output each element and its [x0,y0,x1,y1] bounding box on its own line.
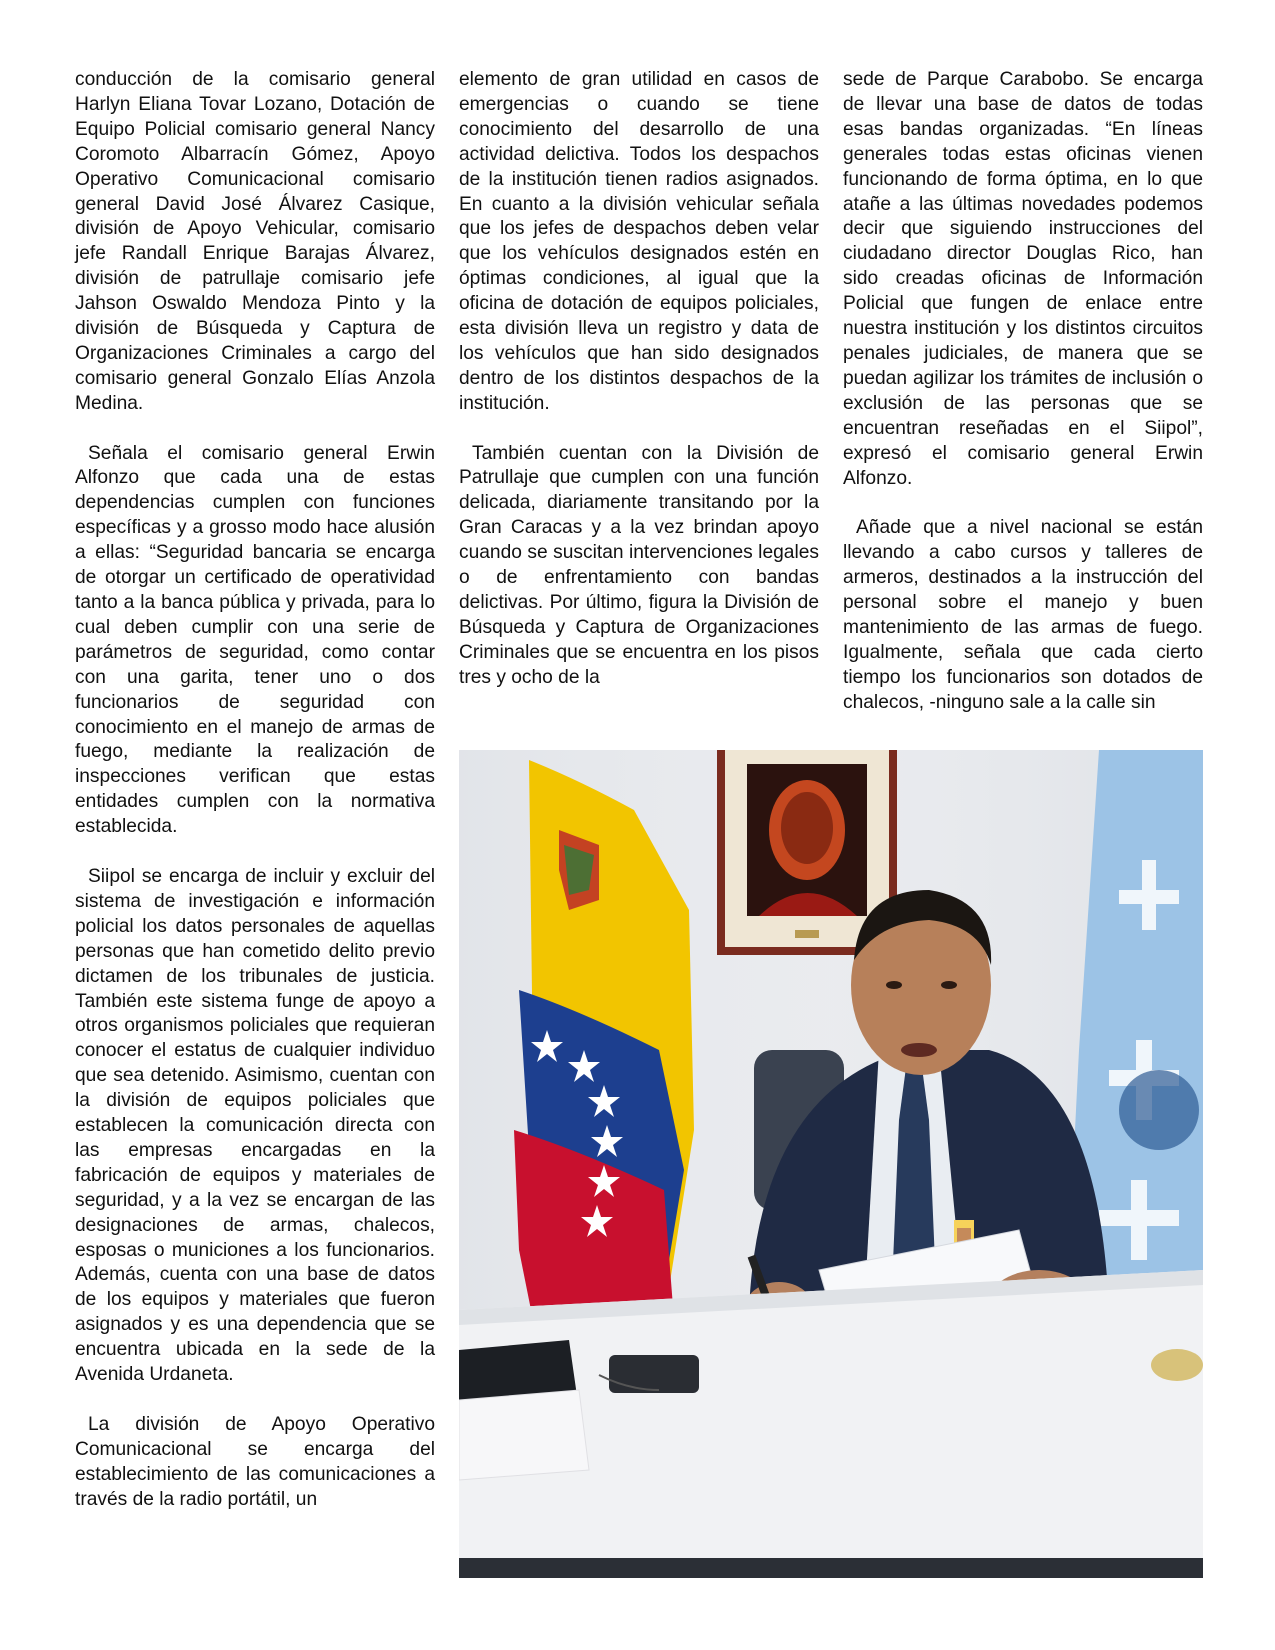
paragraph: conducción de la comisario general Harlyn Eliana Tovar Lozano, Dotación de Equipo Policial comisario general Nancy Coromoto Albarracín Gómez, Apoyo Operativo Comunicacional comisario general David José Álvarez Casique, división de Apoyo Vehicular, comisario jefe Randall Enrique Barajas Álvarez, división de patrullaje comisario jefe Jahson Oswaldo Mendoza Pinto y la división de Búsqueda y Captura de Organizaciones Criminales a cargo del comisario general Gonzalo Elías Anzola Medina. [75,69,435,414]
article-photo [459,750,1203,1578]
article-column-1 [75,68,435,1537]
article-column-3 [843,68,1203,740]
paragraph: Señala el comisario general Erwin Alfonzo que cada una de estas dependencias cumplen con funciones específicas y a grosso modo hace alusión a ellas: “Seguridad bancaria se encarga de otorgar un certificado de operatividad tanto a la banca pública y privada, para lo cual deben cumplir con una serie de parámetros de seguridad, como contar con una garita, tener uno o dos funcionarios de seguridad con conocimiento en el manejo de armas de fuego, mediante la realización de inspecciones verifican que estas entidades cumplen con la normativa establecida. [75,442,435,838]
paragraph: Añade que a nivel nacional se están llevando a cabo cursos y talleres de armeros, destinados a la instrucción del personal sobre el manejo y buen mantenimiento de las armas de fuego. Igualmente, señala que cada cierto tiempo los funcionarios son dotados de chalecos, -ninguno sale a la calle sin [843,517,1203,713]
photo-official-at-desk-icon [459,750,1203,1578]
paragraph: También cuentan con la División de Patrullaje que cumplen con una función delicada, diariamente transitando por la Gran Caracas y a la vez brindan apoyo cuando se suscitan intervenciones legales o de enfrentamiento con bandas delictivas. Por último, figura la División de Búsqueda y Captura de Organizaciones Criminales que se encuentra en los pisos tres y ocho de la [459,442,819,688]
article-column-2 [459,68,819,716]
paragraph: elemento de gran utilidad en casos de emergencias o cuando se tiene conocimiento del desarrollo de una actividad delictiva. Todos los despachos de la institución tienen radios asignados. En cuanto a la división vehicular señala que los jefes de despachos deben velar que los vehículos designados estén en óptimas condiciones, al igual que la oficina de dotación de equipos policiales, esta división lleva un registro y data de los vehículos que han sido designados dentro de los distintos despachos de la institución. [459,69,819,414]
paragraph: sede de Parque Carabobo. Se encarga de llevar una base de datos de todas esas bandas organizadas. “En líneas generales todas estas oficinas vienen funcionando de forma óptima, en lo que atañe a las últimas novedades podemos decir que siguiendo instrucciones del ciudadano director Douglas Rico, han sido creadas oficinas de Información Policial que fungen de enlace entre nuestra institución y los distintos circuitos penales judiciales, de manera que se puedan agilizar los trámites de inclusión o exclusión de las personas que se encuentran reseñadas en el Siipol”, expresó el comisario general Erwin Alfonzo. [843,69,1203,489]
paragraph: La división de Apoyo Operativo Comunicacional se encarga del establecimiento de las comunicaciones a través de la radio portátil, un [75,1413,435,1510]
paragraph: Siipol se encarga de incluir y excluir del sistema de investigación e información policial los datos personales de aquellas personas que han cometido delito previo dictamen de los tribunales de justicia. También este sistema funge de apoyo a otros organismos policiales que requieran conocer el estatus de cualquier individuo que sea detenido. Asimismo, cuentan con la división de equipos policiales que establecen la comunicación directa con las empresas encargadas en la fabricación de equipos y materiales de seguridad, y a la vez se encargan de las designaciones de armas, chalecos, esposas o municiones a los funcionarios. Además, cuenta con una base de datos de los equipos y materiales que fueron asignados y es una dependencia que se encuentra ubicada en la sede de la Avenida Urdaneta. [75,865,435,1386]
